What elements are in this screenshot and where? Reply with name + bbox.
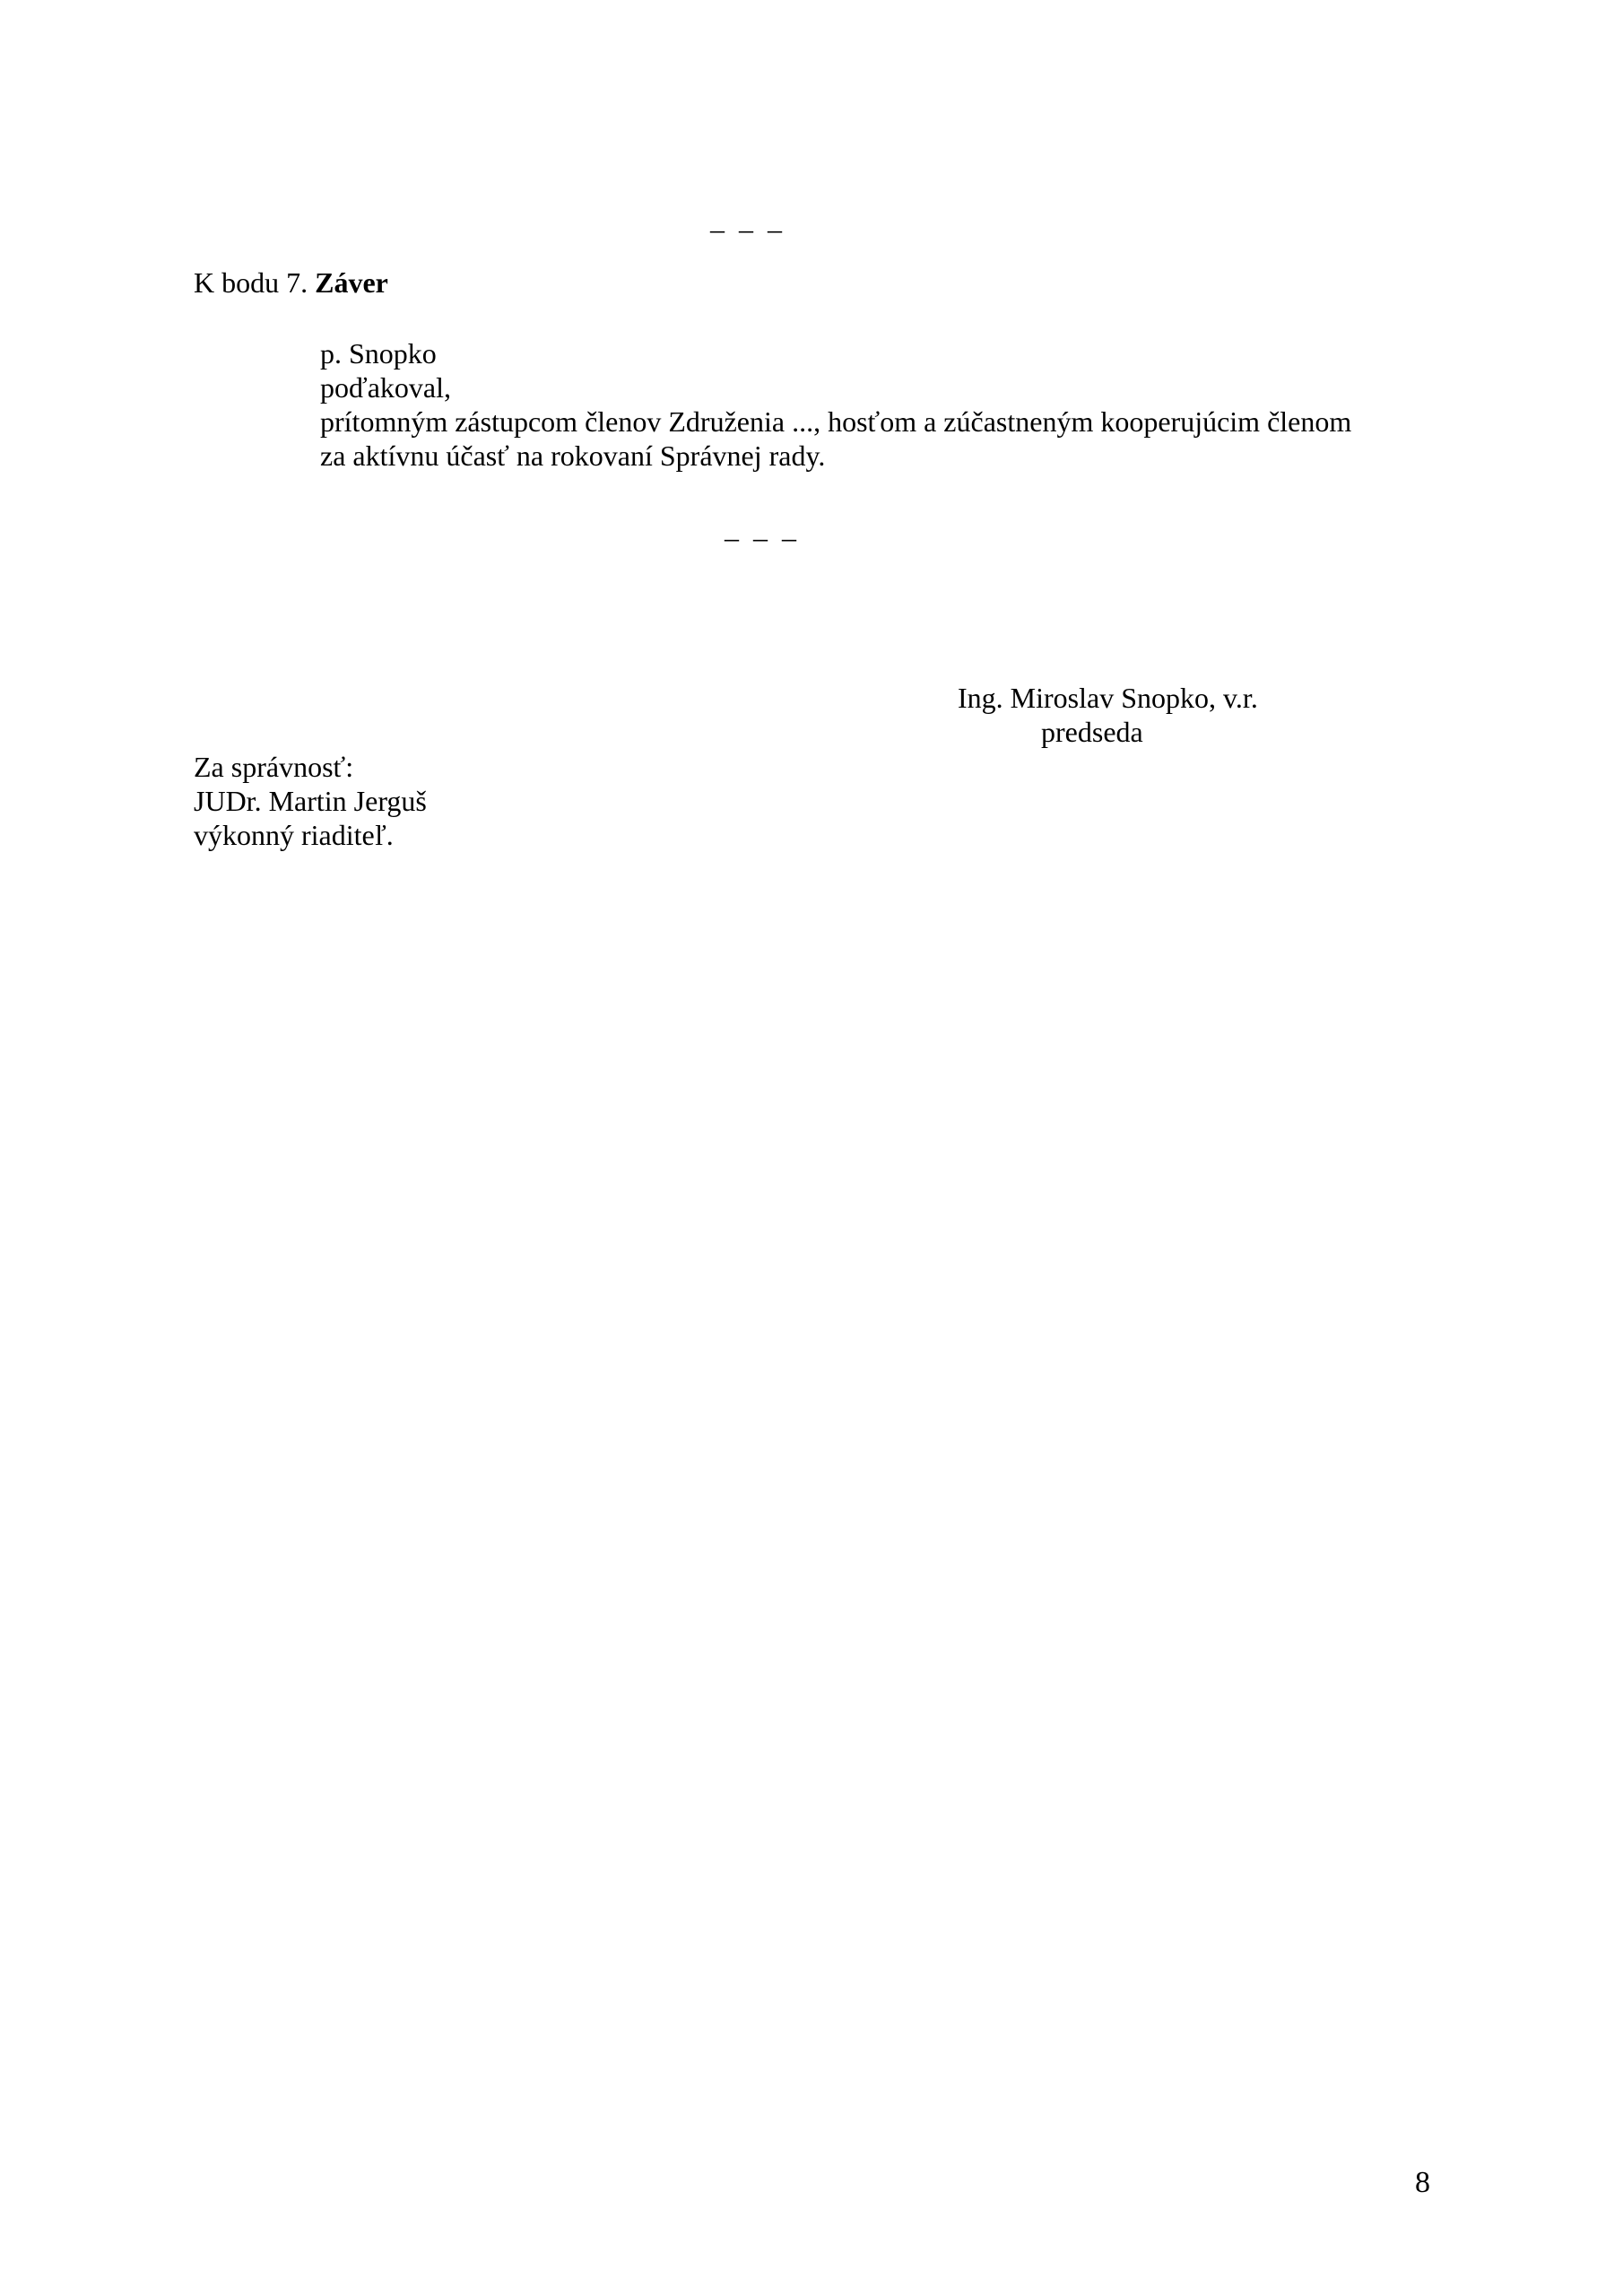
body-line-reason: za aktívnu účasť na rokovaní Správnej rady. bbox=[320, 439, 826, 472]
page-number: 8 bbox=[1415, 2166, 1430, 2199]
separator-bottom: – – – bbox=[725, 521, 800, 553]
section-heading bbox=[194, 265, 388, 300]
attestation-label: Za správnosť: bbox=[194, 751, 354, 783]
body-line-speaker: p. Snopko bbox=[320, 337, 437, 370]
section-title: Záver bbox=[315, 266, 388, 299]
attestation-role: výkonný riaditeľ. bbox=[194, 819, 394, 851]
signature-name: Ing. Miroslav Snopko, v.r. bbox=[958, 682, 1258, 714]
section-prefix: K bodu 7. bbox=[194, 266, 308, 299]
attestation-name: JUDr. Martin Jerguš bbox=[194, 785, 427, 817]
body-line-recipients: prítomným zástupcom členov Združenia ..., hosťom a zúčastneným kooperujúcim členom bbox=[320, 405, 1352, 438]
separator-top: – – – bbox=[710, 213, 785, 245]
signature-role: predseda bbox=[1041, 716, 1143, 748]
body-line-verb: poďakoval, bbox=[320, 371, 451, 404]
